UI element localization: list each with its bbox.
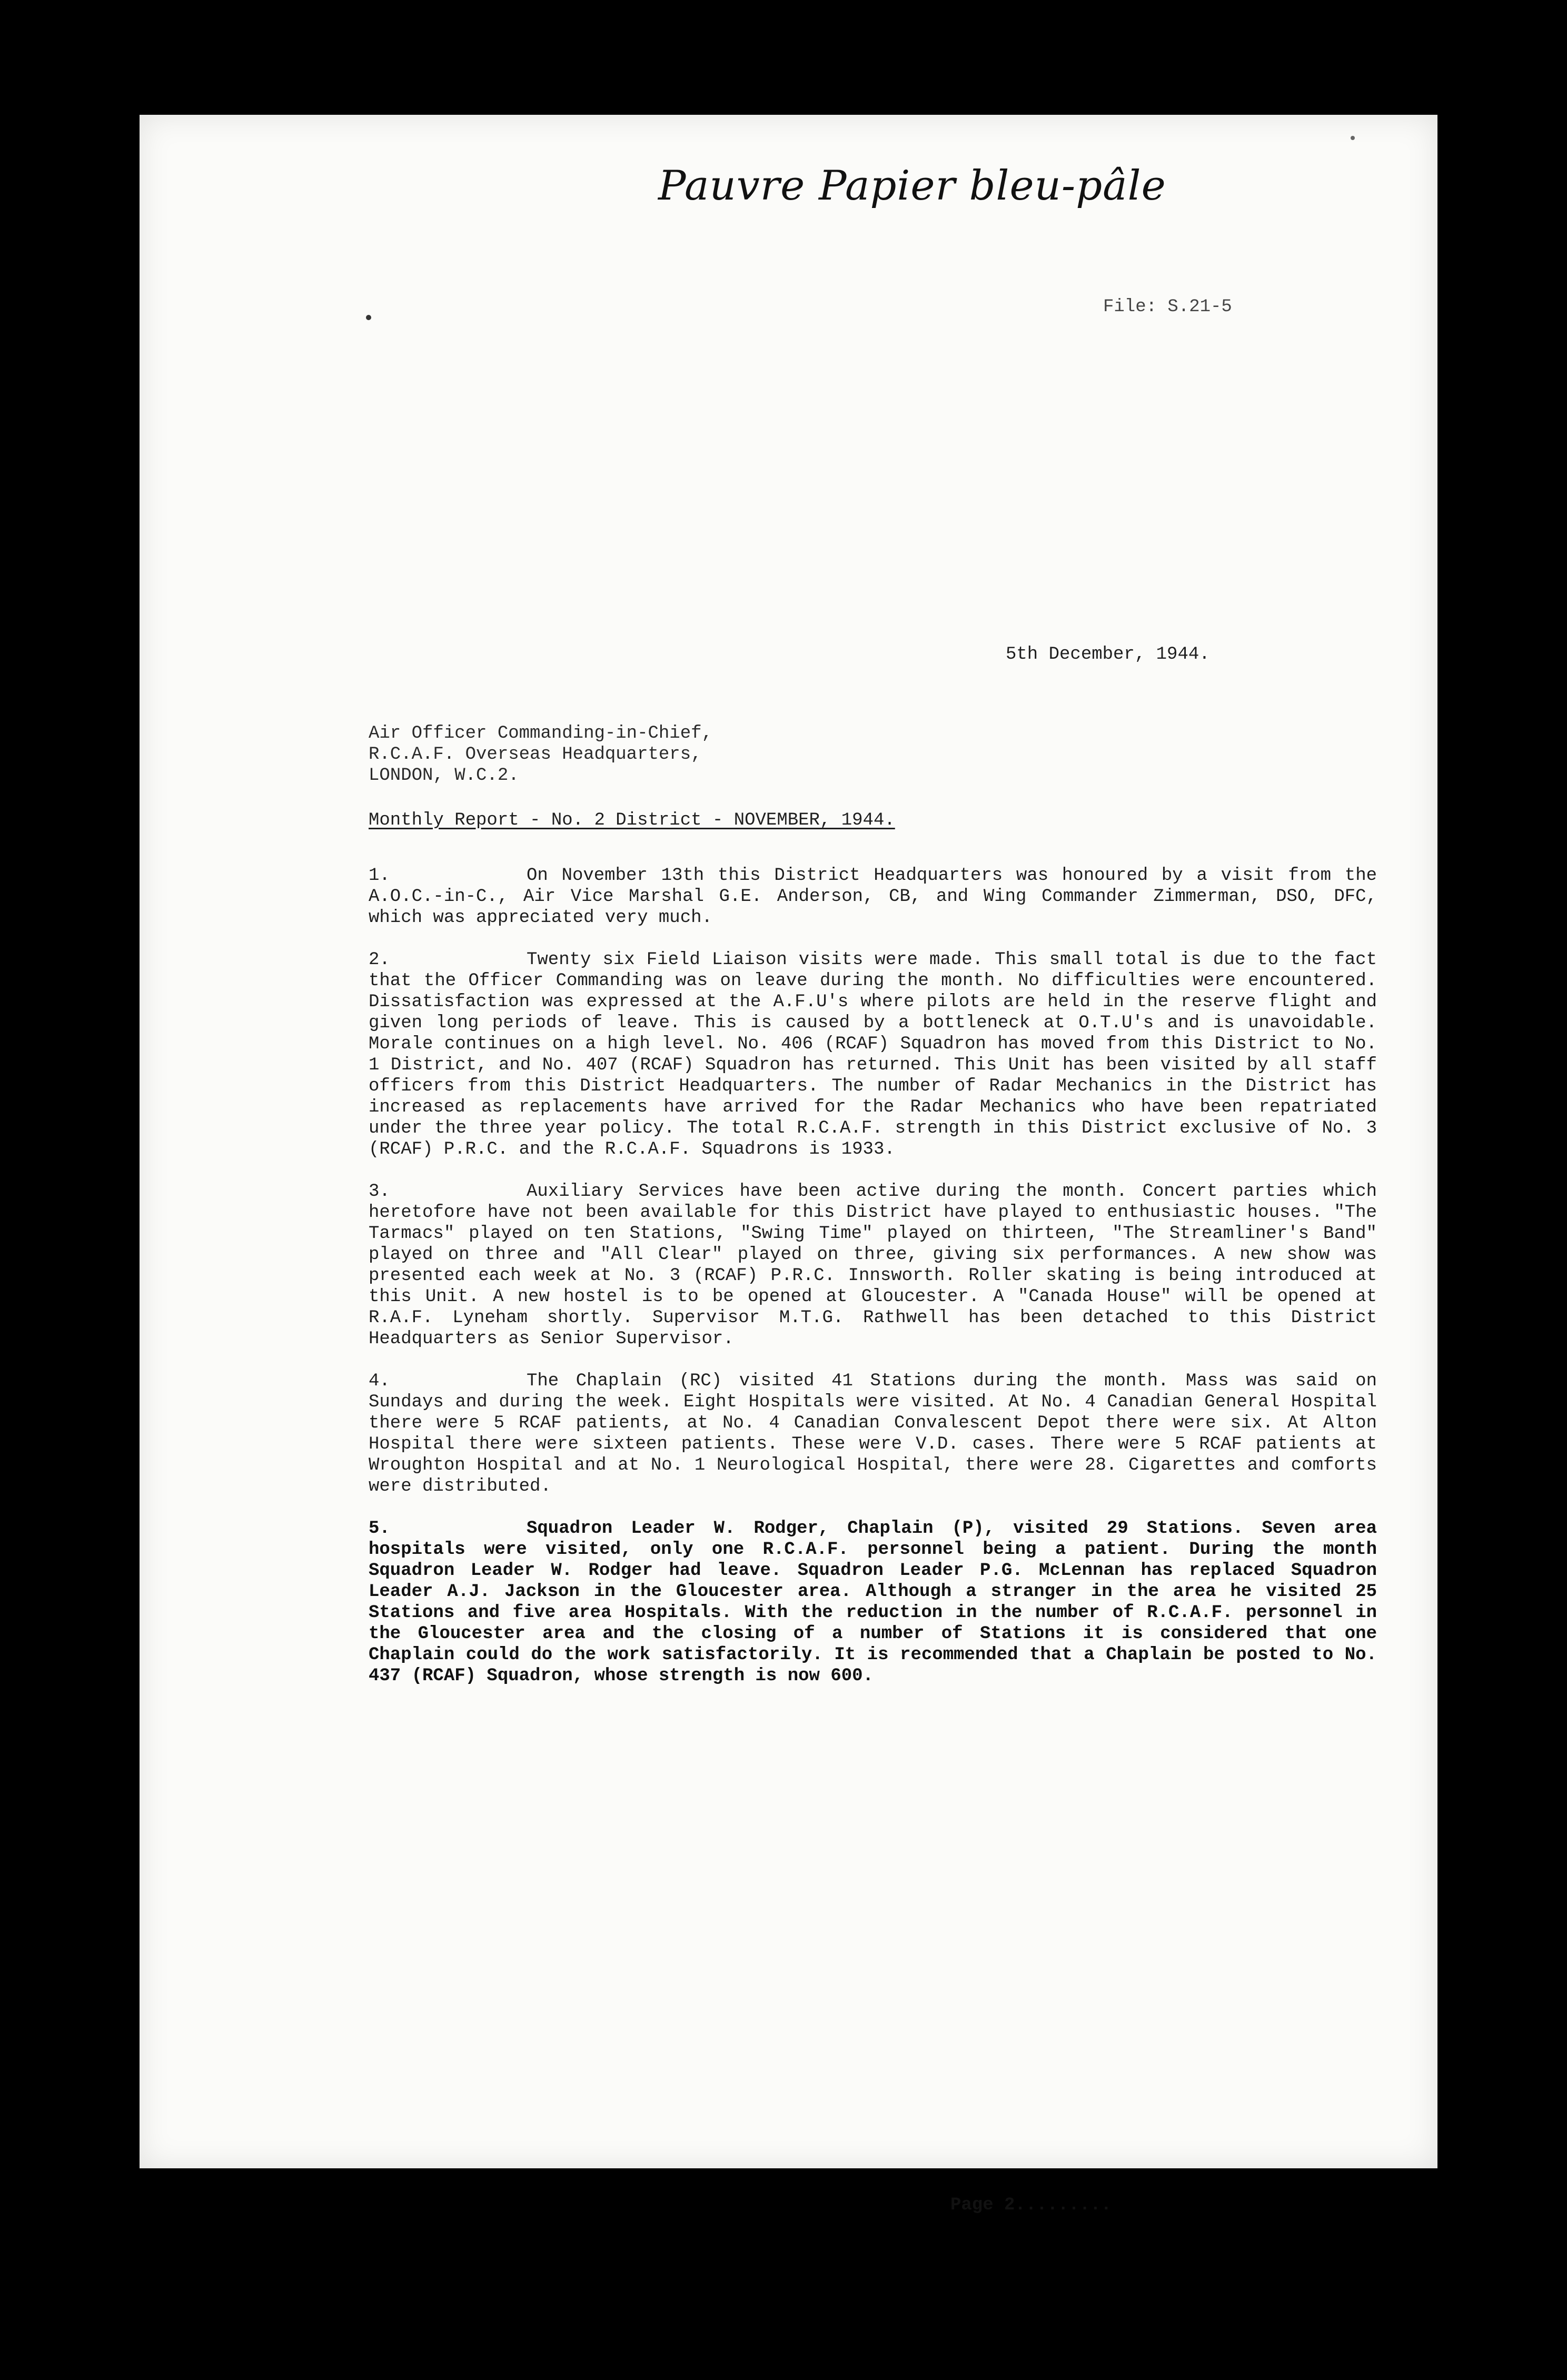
report-subject: Monthly Report - No. 2 District - NOVEMBER, 1944.: [369, 810, 895, 830]
paragraph-number: 4.: [369, 1371, 390, 1391]
paragraph-text: Twenty six Field Liaison visits were made. This small total is due to the fact that the Officer Commanding was on leave during the month. No difficulties were encountered. Dissatisfaction was expressed at the A.F.U's where pilots are held in the reserve flight and given long periods of leave. This is caused by a bottleneck at O.T.U's and is unavoidable. Morale continues on a high level. No. 406 (RCAF) Squadron has moved from this District to No. 1 District, and No. 407 (RCAF) Squadron has returned. This Unit has been visited by all staff officers from this District Headquarters. The number of Radar Mechanics in the District has increased as replacements have arrived for the Radar Mechanics who have been repatriated under the three year policy. The total R.C.A.F. strength in this District exclusive of No. 3 (RCAF) P.R.C. and the R.C.A.F. Squadrons is 1933.: [369, 950, 1377, 1159]
paragraph-text: Auxiliary Services have been active during the month. Concert parties which heretofore have not been available for this District have played to enthusiastic houses. "The Tarmacs" played on ten Stations, "Swing Time" played on thirteen, "The Streamliner's Band" played on three and "All Clear" played on three, giving six performances. A new show was presented each week at No. 3 (RCAF) P.R.C. Innsworth. Roller skating is being introduced at this Unit. A new hostel is to be opened at Gloucester. A "Canada House" will be opened at R.A.F. Lyneham shortly. Supervisor M.T.G. Rathwell has been detached to this District Headquarters as Senior Supervisor.: [369, 1182, 1377, 1349]
paragraph-text: Squadron Leader W. Rodger, Chaplain (P), visited 29 Stations. Seven area hospitals were visited, only one R.C.A.F. personnel being a patient. During the month Squadron Leader W. Rodger had leave. Squadron Leader P.G. McLennan has replaced Squadron Leader A.J. Jackson in the Gloucester area. Although a stranger in the area he visited 25 Stations and five area Hospitals. With the reduction in the number of R.C.A.F. personnel in the Gloucester area and the closing of a number of Stations it is considered that one Chaplain could do the work satisfactorily. It is recommended that a Chaplain be posted to No. 437 (RCAF) Squadron, whose strength is now 600.: [369, 1519, 1377, 1686]
letter-date: 5th December, 1944.: [1006, 644, 1210, 665]
ink-speck: [1351, 136, 1355, 140]
addressee-line: Air Officer Commanding-in-Chief,: [369, 723, 712, 743]
addressee-line: LONDON, W.C.2.: [369, 766, 519, 786]
addressee-block: [369, 723, 712, 786]
paragraph-number: 1.: [369, 866, 390, 886]
handwritten-annotation: Pauvre Papier bleu-pâle: [658, 162, 1166, 210]
paragraph: [369, 949, 1377, 1160]
paragraph-number: 2.: [369, 950, 390, 970]
paragraph: [369, 865, 1377, 928]
paragraph: [369, 1181, 1377, 1350]
page-continuation: Page 2.........: [950, 2195, 1112, 2215]
file-reference: File: S.21-5: [1103, 297, 1232, 317]
paragraph-number: 3.: [369, 1182, 390, 1202]
paragraph: [369, 1518, 1377, 1687]
paragraph-number: 5.: [369, 1519, 390, 1539]
paragraph: [369, 1371, 1377, 1497]
paragraph-text: The Chaplain (RC) visited 41 Stations during the month. Mass was said on Sundays and during the week. Eight Hospitals were visited. At No. 4 Canadian General Hospital there were 5 RCAF patients, at No. 4 Canadian Convalescent Depot there were six. At Alton Hospital there were sixteen patients. These were V.D. cases. There were 5 RCAF patients at Wroughton Hospital and at No. 1 Neurological Hospital, there were 28. Cigarettes and comforts were distributed.: [369, 1371, 1377, 1496]
report-body: [369, 865, 1377, 1708]
document-page: [140, 115, 1437, 2215]
addressee-line: R.C.A.F. Overseas Headquarters,: [369, 745, 702, 765]
ink-speck: [366, 315, 371, 320]
paragraph-text: On November 13th this District Headquarters was honoured by a visit from the A.O.C.-in-C., Air Vice Marshal G.E. Anderson, CB, and Wing Commander Zimmerman, DSO, DFC, which was appreciated very much.: [369, 866, 1377, 928]
